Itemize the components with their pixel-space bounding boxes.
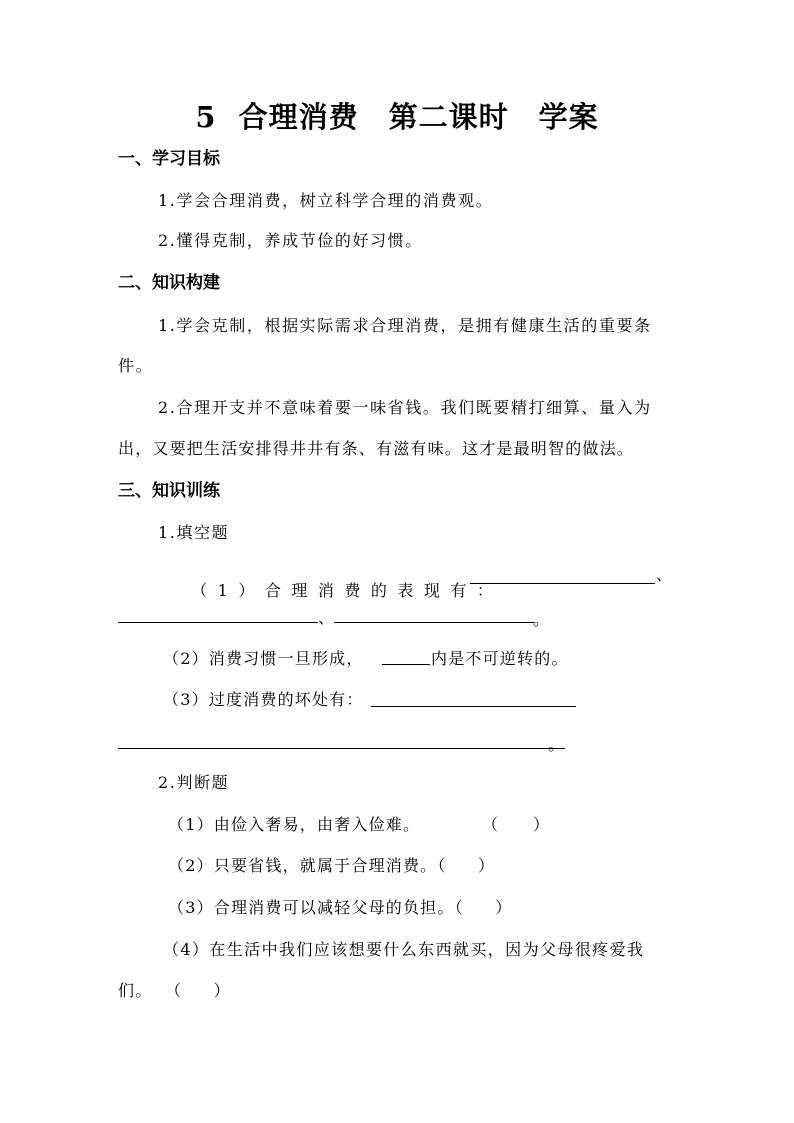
fill-separator-2: 、 [318,608,336,627]
objective-item-2: 2.懂得克制，养成节俭的好习惯。 [158,231,423,250]
fill-blank-3b[interactable] [118,734,548,749]
knowledge-paragraph-2-line-2: 出，又要把生活安排得井井有条、有滋有味。这才是最明智的做法。 [118,439,635,458]
knowledge-paragraph-1-line-2: 件。 [118,356,154,375]
fill-question-2-suffix: 内是不可逆转的。 [431,649,569,668]
judge-question-4-line-1: （4）在生活中我们应该想要什么东西就买，因为父母很疼爱我 [163,940,645,959]
fill-question-1 [160,567,503,599]
fill-blank-3a[interactable] [371,692,576,707]
fill-question-3-prefix: （3）过度消费的坏处有： [163,690,364,709]
fill-question-2-prefix: （2）消费习惯一旦形成， [163,649,364,668]
judge-answer-1[interactable]: （ ） [482,815,551,834]
fill-end-1: 。 [533,610,551,629]
judge-question-3: （3）合理消费可以减轻父母的负担。（ ） [168,898,513,917]
fill-question-1-text: （1）合理消费的表现有： [191,581,504,600]
knowledge-paragraph-1-line-1: 1.学会克制，根据实际需求合理消费，是拥有健康生活的重要条 [158,316,652,335]
fill-blank-1a[interactable] [470,569,655,584]
page-title: 5 合理消费 第二课时 学案 [195,100,599,134]
section-heading-objectives: 一、学习目标 [118,149,220,169]
fill-blank-3c [548,734,565,749]
fill-blank-label: 1.填空题 [158,523,230,542]
section-heading-knowledge: 二、知识构建 [118,273,220,293]
fill-end-3: 。 [548,735,566,754]
knowledge-paragraph-2-line-1: 2.合理开支并不意味着要一味省钱。我们既要精打细算、量入为 [158,398,652,417]
fill-blank-1b[interactable] [118,608,318,623]
fill-separator-1: 、 [656,565,674,584]
section-heading-training: 三、知识训练 [118,481,220,501]
objective-item-1: 1.学会合理消费，树立科学合理的消费观。 [158,191,494,210]
judge-question-1: （1）由俭入奢易，由奢入俭难。 [168,815,421,834]
judge-question-2: （2）只要省钱，就属于合理消费。（ ） [168,856,496,875]
judge-question-4-line-2: 们。 （ ） [118,981,231,1000]
fill-blank-1c[interactable] [334,608,534,623]
fill-blank-2[interactable] [382,650,430,665]
judge-label: 2.判断题 [158,773,230,792]
